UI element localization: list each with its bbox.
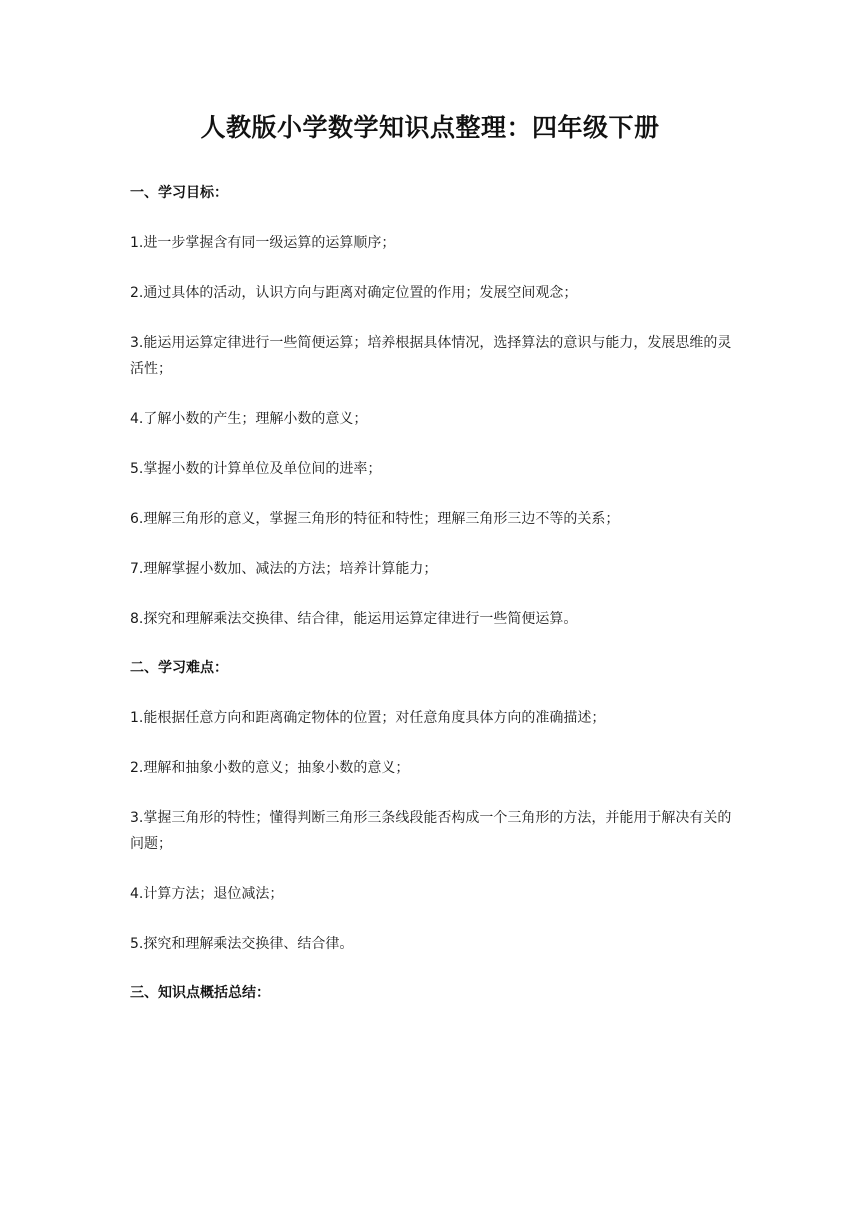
difficulty-item-3: 3.掌握三角形的特性；懂得判断三角形三条线段能否构成一个三角形的方法，并能用于解决有关的问题； bbox=[130, 810, 732, 852]
goal-item-3: 3.能运用运算定律进行一些简便运算；培养根据具体情况，选择算法的意识与能力，发展思维的灵活性； bbox=[130, 335, 732, 377]
difficulty-item-4: 4.计算方法；退位减法； bbox=[130, 886, 284, 902]
goal-item-1: 1.进一步掌握含有同一级运算的运算顺序； bbox=[130, 235, 396, 251]
section-heading-learning-goals: 一、学习目标： bbox=[130, 185, 228, 201]
goal-item-6: 6.理解三角形的意义，掌握三角形的特征和特性；理解三角形三边不等的关系； bbox=[130, 511, 620, 527]
goal-item-8: 8.探究和理解乘法交换律、结合律，能运用运算定律进行一些简便运算。 bbox=[130, 611, 578, 627]
section-heading-summary: 三、知识点概括总结： bbox=[130, 985, 270, 1001]
goal-item-4: 4.了解小数的产生；理解小数的意义； bbox=[130, 411, 368, 427]
difficulty-item-5: 5.探究和理解乘法交换律、结合律。 bbox=[130, 936, 354, 952]
goal-item-7: 7.理解掌握小数加、减法的方法；培养计算能力； bbox=[130, 561, 438, 577]
difficulty-item-1: 1.能根据任意方向和距离确定物体的位置；对任意角度具体方向的准确描述； bbox=[130, 710, 606, 726]
document-title: 人教版小学数学知识点整理：四年级下册 bbox=[200, 113, 660, 142]
document-body bbox=[130, 181, 740, 1030]
goal-item-2: 2.通过具体的活动，认识方向与距离对确定位置的作用；发展空间观念； bbox=[130, 285, 578, 301]
difficulty-item-2: 2.理解和抽象小数的意义；抽象小数的意义； bbox=[130, 760, 410, 776]
section-heading-difficulties: 二、学习难点： bbox=[130, 660, 228, 676]
goal-item-5: 5.掌握小数的计算单位及单位间的进率； bbox=[130, 461, 382, 477]
